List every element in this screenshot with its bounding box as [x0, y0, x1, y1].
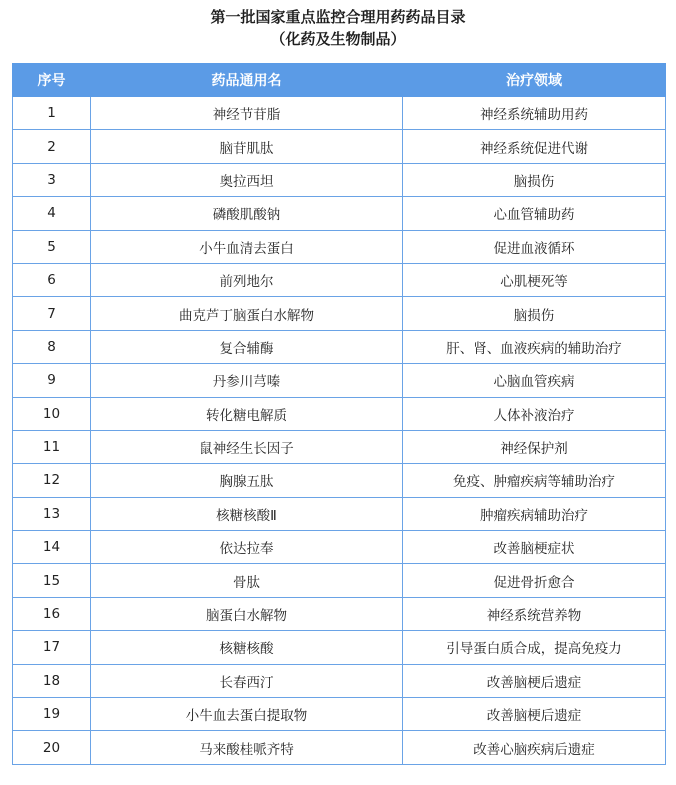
cell-drug-name: 依达拉奉 — [91, 531, 403, 564]
column-header-therapeutic-area: 治疗领域 — [403, 64, 666, 97]
cell-therapeutic-area: 神经系统辅助用药 — [403, 97, 666, 130]
table-header-row — [13, 64, 666, 97]
table-row — [13, 163, 666, 196]
cell-index: 10 — [13, 397, 91, 430]
cell-index: 16 — [13, 597, 91, 630]
table-row — [13, 397, 666, 430]
table-row — [13, 731, 666, 764]
cell-drug-name: 脑苷肌肽 — [91, 130, 403, 163]
cell-drug-name: 核糖核酸Ⅱ — [91, 497, 403, 530]
cell-drug-name: 核糖核酸 — [91, 631, 403, 664]
cell-index: 7 — [13, 297, 91, 330]
cell-drug-name: 鼠神经生长因子 — [91, 430, 403, 463]
cell-drug-name: 复合辅酶 — [91, 330, 403, 363]
table-row — [13, 230, 666, 263]
table-row — [13, 698, 666, 731]
cell-index: 13 — [13, 497, 91, 530]
cell-therapeutic-area: 心肌梗死等 — [403, 263, 666, 296]
cell-index: 19 — [13, 698, 91, 731]
cell-index: 8 — [13, 330, 91, 363]
cell-drug-name: 长春西汀 — [91, 664, 403, 697]
cell-therapeutic-area: 改善心脑疾病后遗症 — [403, 731, 666, 764]
cell-therapeutic-area: 改善脑梗后遗症 — [403, 698, 666, 731]
cell-index: 2 — [13, 130, 91, 163]
table-row — [13, 330, 666, 363]
cell-therapeutic-area: 免疫、肿瘤疾病等辅助治疗 — [403, 464, 666, 497]
table-row — [13, 597, 666, 630]
drug-list-table-container — [12, 63, 665, 765]
cell-therapeutic-area: 改善脑梗后遗症 — [403, 664, 666, 697]
table-row — [13, 197, 666, 230]
column-header-drug-name: 药品通用名 — [91, 64, 403, 97]
cell-index: 5 — [13, 230, 91, 263]
cell-index: 3 — [13, 163, 91, 196]
cell-drug-name: 神经节苷脂 — [91, 97, 403, 130]
table-row — [13, 263, 666, 296]
cell-therapeutic-area: 改善脑梗症状 — [403, 531, 666, 564]
drug-list-table — [12, 63, 666, 765]
cell-drug-name: 丹参川芎嗪 — [91, 364, 403, 397]
cell-index: 6 — [13, 263, 91, 296]
table-row — [13, 664, 666, 697]
cell-drug-name: 前列地尔 — [91, 263, 403, 296]
cell-drug-name: 胸腺五肽 — [91, 464, 403, 497]
cell-drug-name: 脑蛋白水解物 — [91, 597, 403, 630]
cell-therapeutic-area: 促进血液循环 — [403, 230, 666, 263]
table-row — [13, 631, 666, 664]
cell-drug-name: 磷酸肌酸钠 — [91, 197, 403, 230]
cell-therapeutic-area: 神经系统营养物 — [403, 597, 666, 630]
cell-therapeutic-area: 人体补液治疗 — [403, 397, 666, 430]
cell-therapeutic-area: 心脑血管疾病 — [403, 364, 666, 397]
table-row — [13, 97, 666, 130]
cell-drug-name: 骨肽 — [91, 564, 403, 597]
table-row — [13, 564, 666, 597]
table-body — [13, 97, 666, 765]
cell-therapeutic-area: 脑损伤 — [403, 297, 666, 330]
cell-index: 1 — [13, 97, 91, 130]
cell-therapeutic-area: 引导蛋白质合成，提高免疫力 — [403, 631, 666, 664]
cell-index: 15 — [13, 564, 91, 597]
table-header — [13, 64, 666, 97]
cell-drug-name: 曲克芦丁脑蛋白水解物 — [91, 297, 403, 330]
cell-therapeutic-area: 肿瘤疾病辅助治疗 — [403, 497, 666, 530]
cell-drug-name: 转化糖电解质 — [91, 397, 403, 430]
table-row — [13, 297, 666, 330]
table-row — [13, 364, 666, 397]
table-row — [13, 531, 666, 564]
cell-index: 20 — [13, 731, 91, 764]
cell-index: 11 — [13, 430, 91, 463]
cell-therapeutic-area: 神经系统促进代谢 — [403, 130, 666, 163]
cell-therapeutic-area: 肝、肾、血液疾病的辅助治疗 — [403, 330, 666, 363]
cell-drug-name: 奥拉西坦 — [91, 163, 403, 196]
cell-therapeutic-area: 促进骨折愈合 — [403, 564, 666, 597]
cell-index: 4 — [13, 197, 91, 230]
cell-drug-name: 小牛血去蛋白提取物 — [91, 698, 403, 731]
table-row — [13, 130, 666, 163]
table-row — [13, 464, 666, 497]
table-row — [13, 430, 666, 463]
page-title: 第一批国家重点监控合理用药药品目录 — [210, 8, 466, 26]
cell-drug-name: 马来酸桂哌齐特 — [91, 731, 403, 764]
page-subtitle: （化药及生物制品） — [270, 30, 406, 48]
cell-index: 12 — [13, 464, 91, 497]
cell-drug-name: 小牛血清去蛋白 — [91, 230, 403, 263]
cell-index: 18 — [13, 664, 91, 697]
column-header-index: 序号 — [13, 64, 91, 97]
table-row — [13, 497, 666, 530]
cell-index: 17 — [13, 631, 91, 664]
cell-therapeutic-area: 脑损伤 — [403, 163, 666, 196]
cell-index: 14 — [13, 531, 91, 564]
cell-index: 9 — [13, 364, 91, 397]
cell-therapeutic-area: 心血管辅助药 — [403, 197, 666, 230]
cell-therapeutic-area: 神经保护剂 — [403, 430, 666, 463]
